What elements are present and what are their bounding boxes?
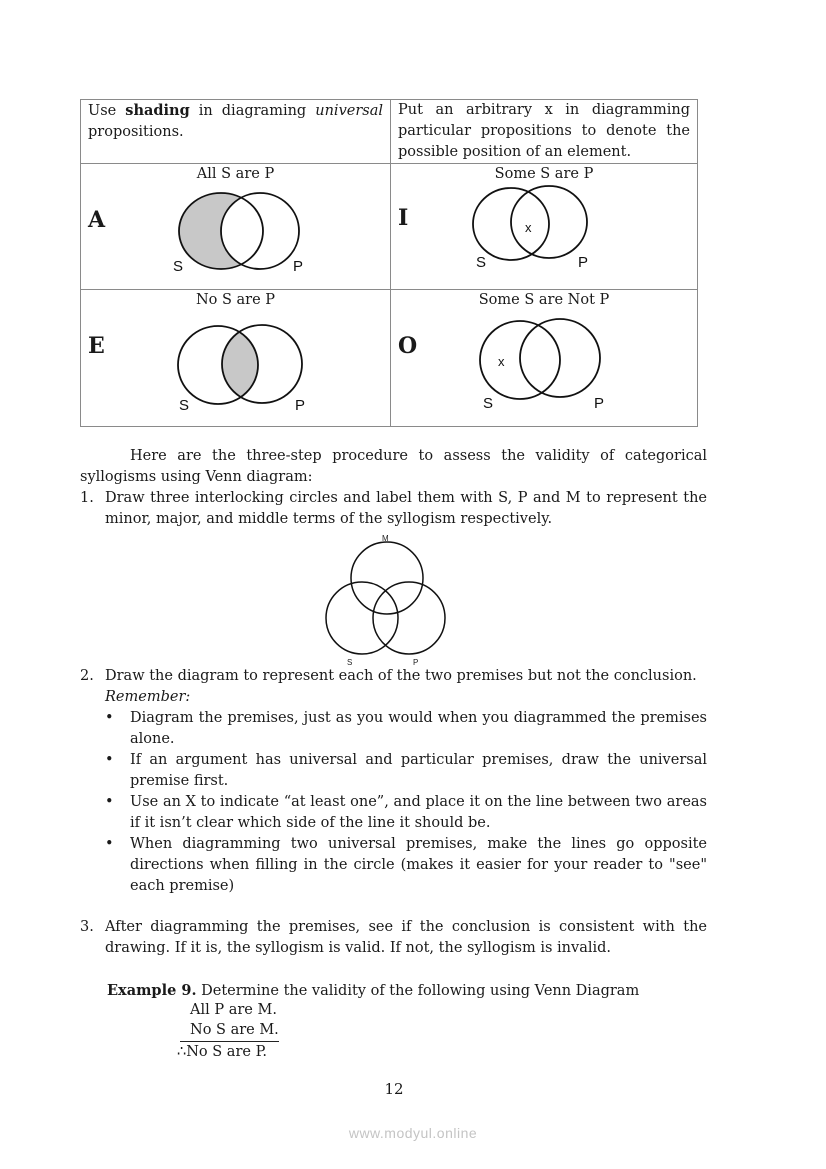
bullet-item — [107, 750, 707, 792]
proposition-letter: E — [88, 333, 105, 359]
proposition-title: No S are P — [195, 292, 276, 308]
proposition-o-cell — [391, 290, 698, 427]
shading-instruction-cell — [81, 100, 391, 164]
label-p: P — [413, 658, 419, 667]
header-bold-shading: shading — [125, 102, 190, 119]
intro-paragraph: Here are the three-step procedure to assess the validity of categorical syllogisms using Venn diagram: — [80, 448, 707, 485]
label-p: P — [295, 397, 306, 414]
label-s: S — [179, 397, 190, 414]
header-text: propositions. — [88, 124, 184, 140]
proposition-title: Some S are P — [494, 166, 594, 182]
bullet-icon: • — [105, 836, 114, 852]
label-p: P — [293, 258, 304, 275]
header-italic-universal: universal — [315, 103, 383, 119]
proposition-title: All S are P — [196, 166, 275, 182]
x-marker: x — [525, 220, 532, 235]
example-text: Determine the validity of the following using Venn Diagram — [196, 983, 640, 999]
label-p: P — [594, 395, 605, 412]
label-m: M — [382, 534, 389, 543]
header-right-text: Put an arbitrary x in diagramming particular propositions to denote the possible position of an element. — [398, 102, 690, 160]
example-label: Example 9. — [107, 982, 197, 999]
bullet-text: Use an X to indicate “at least one”, and place it on the line between two areas if it isn’t clear which side of the line it should be. — [130, 794, 707, 831]
venn-o-diagram — [391, 290, 699, 426]
bullet-item — [107, 834, 707, 897]
venn-e-diagram — [81, 290, 389, 426]
bullet-icon: • — [105, 752, 114, 768]
proposition-title: Some S are Not P — [478, 292, 610, 308]
remember-label: Remember: — [105, 689, 191, 705]
conclusion — [177, 1042, 267, 1063]
bullet-icon: • — [105, 794, 114, 810]
proposition-letter: I — [398, 205, 409, 231]
bullet-item — [107, 792, 707, 834]
proposition-letter: O — [398, 333, 418, 359]
step-2 — [80, 666, 707, 708]
label-s: S — [476, 254, 487, 271]
bullet-icon: • — [105, 710, 114, 726]
proposition-e-cell — [81, 290, 391, 427]
premise-2-text: No S are M. — [190, 1022, 279, 1038]
x-instruction-cell — [391, 100, 698, 164]
conclusion-text: No S are P. — [186, 1044, 267, 1060]
therefore-symbol: ∴ — [177, 1044, 187, 1060]
step-number: 1. — [80, 490, 94, 506]
page-number: 12 — [384, 1080, 404, 1098]
step-1 — [80, 488, 707, 530]
header-text: in diagraming — [189, 103, 316, 119]
label-s: S — [173, 258, 184, 275]
step-number: 2. — [80, 668, 94, 684]
label-s: S — [483, 395, 494, 412]
label-p: P — [578, 254, 589, 271]
bullet-item — [107, 708, 707, 750]
bullet-text: Diagram the premises, just as you would when you diagrammed the premises alone. — [130, 710, 707, 747]
bullet-text: When diagramming two universal premises, make the lines go opposite directions when filling in the circle (makes it easier for your reader to "see" each premise) — [130, 836, 707, 894]
step-text: After diagramming the premises, see if the conclusion is consistent with the drawing. If it is, the syllogism is valid. If not, the syllogism is invalid. — [105, 919, 707, 956]
three-circle-venn-diagram — [310, 530, 470, 670]
x-marker: x — [498, 354, 505, 369]
example-9 — [107, 980, 639, 1002]
premise-2 — [180, 1021, 279, 1042]
venn-a-diagram — [81, 164, 389, 289]
proposition-a-cell — [81, 164, 391, 290]
header-text: Use — [88, 103, 126, 119]
proposition-table — [80, 99, 698, 427]
step-number: 3. — [80, 919, 94, 935]
proposition-letter: A — [88, 207, 106, 233]
step-text: Draw the diagram to represent each of the two premises but not the conclusion. — [105, 668, 697, 684]
watermark: www.modyul.online — [348, 1125, 478, 1141]
proposition-i-cell — [391, 164, 698, 290]
venn-i-diagram — [391, 164, 699, 289]
label-s: S — [347, 658, 353, 667]
premise-1: All P are M. — [190, 1002, 277, 1018]
bullet-text: If an argument has universal and particular premises, draw the universal premise first. — [130, 752, 707, 789]
step-text: Draw three interlocking circles and label them with S, P and M to represent the minor, major, and middle terms of the syllogism respectively. — [105, 490, 707, 527]
step-3 — [80, 917, 707, 959]
